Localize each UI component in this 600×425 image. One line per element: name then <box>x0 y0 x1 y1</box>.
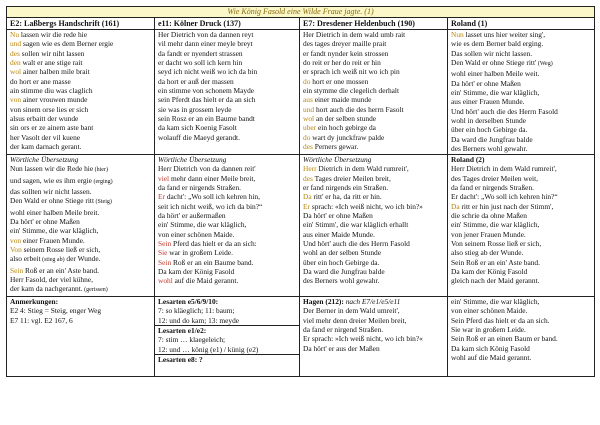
verse-line <box>10 105 151 114</box>
verse-text: er sprach ich weiß nit wo ich pin <box>303 67 400 77</box>
variants-block-1 <box>155 297 299 326</box>
verse-text: uber <box>303 123 317 133</box>
verse-line <box>10 49 151 58</box>
verse-text: Von <box>10 245 22 255</box>
verse-text: er fand nirgends ein Straßen. <box>303 183 389 193</box>
verse-line <box>451 183 591 192</box>
verse-text: Er dacht': „Wo soll ich kehren hin?“ <box>451 192 558 202</box>
verse-text: sin ors er ze ainem aste bant <box>10 123 94 133</box>
verse-text: Er <box>303 201 310 211</box>
col-header-roland-1: Roland (1) <box>448 18 595 30</box>
verse-text: seit ich nicht weiß, wo ich da bin?“ <box>158 201 263 211</box>
verse-text: aus <box>303 95 313 105</box>
verse-text: do hort er ane masse <box>10 76 71 86</box>
verse-line <box>10 254 151 265</box>
page <box>6 6 594 377</box>
verse-line <box>158 248 296 257</box>
verse-text: wohl in derselben Stunde <box>451 116 526 126</box>
verse-line <box>303 133 444 142</box>
verse-text: ein stimme von schonem Mayde <box>158 86 255 96</box>
verse-text: wohl <box>158 276 173 286</box>
verse-line <box>158 174 296 183</box>
verse-line <box>451 258 591 267</box>
verse-text: des <box>10 48 20 58</box>
verse-text: hort auch die des herrn Fasolt <box>314 104 404 114</box>
verse-line <box>451 30 591 39</box>
verse-text: Nun lassen wir die Rede hie <box>10 164 94 174</box>
verse-line <box>158 183 296 192</box>
verse-text: Und hört' auch die des Herrn Fasold <box>451 106 558 116</box>
page-title: Wie König Fasold eine Wilde Fraue jagte. (1) <box>7 7 595 18</box>
verse-line <box>158 164 296 173</box>
verse-text: sie was in grossem leyde <box>158 104 232 114</box>
verse-line <box>10 284 151 295</box>
verse-text: ein' Stimme, die war kläglich, <box>158 220 247 230</box>
col-header-e7: E7: Dresdener Heldenbuch (190) <box>300 18 448 30</box>
verse-line <box>451 220 591 229</box>
verse-text: ritt' er ha, da ritt er hin. <box>311 192 382 202</box>
verse-line <box>451 230 591 239</box>
verse-line <box>303 164 444 173</box>
verse-text: des <box>303 173 313 183</box>
variants-block-3 <box>155 355 299 364</box>
verse-line <box>303 58 444 67</box>
verse-line <box>303 183 444 192</box>
verse-line <box>451 58 591 69</box>
verse-line <box>303 202 444 211</box>
verse-text: Nun <box>451 30 464 39</box>
verse-text: Tages dreier Meilen breit, <box>312 173 391 183</box>
verse-text: der Wunde. <box>64 254 101 264</box>
verse-text: da fandt er nyendert strassen <box>158 48 243 58</box>
variants-header: Lesarten e1/e2: <box>158 325 207 335</box>
verse-text: ein' Stimme, die war kläglich, <box>451 220 540 230</box>
verse-text: Herr Dietrich in dem Wald rumreit', <box>451 164 557 174</box>
verse-line <box>303 95 444 104</box>
verse-line <box>158 220 296 229</box>
verse-text: wol <box>10 67 22 77</box>
verse-text: lassen wir die rede hie <box>19 30 87 39</box>
verse-text: Da <box>451 201 460 211</box>
verse-line <box>451 174 591 183</box>
verse-line <box>10 95 151 104</box>
verse-text: die schrie da ohne Maßen <box>451 211 527 221</box>
verse-text: Da kam der König Fasold <box>451 267 528 277</box>
verse-line <box>451 88 591 97</box>
verse-text: ritt er hin just nach der Stimm', <box>459 201 554 211</box>
translation-header: Wörtliche Übersetzung <box>10 155 79 164</box>
verse-line <box>303 267 444 276</box>
verse-text: do reit er her do reit er hin <box>303 58 381 68</box>
verse-line <box>10 142 151 151</box>
verse-line <box>451 39 591 48</box>
verse-text: über ein hoch Gebirge da. <box>303 257 380 267</box>
verse-line <box>158 133 296 142</box>
verse-text: ainer halben mile brait <box>21 67 90 77</box>
verse-line <box>303 67 444 76</box>
verse-line <box>158 77 296 86</box>
verse-text: er dacht wo soll ich kern hin <box>158 58 243 68</box>
verse-text: des tages dreyer maille prait <box>303 39 387 49</box>
verse-text: an der selben stunde <box>314 114 377 124</box>
verse-text: da kam sich Koenig Fasolt <box>158 123 237 133</box>
variant-line: 12: und … könig (e1) / künig (e2) <box>158 344 259 354</box>
note-line: E2 4: Stieg = Steig, enger Weg <box>10 306 102 316</box>
verse-text: Nu <box>10 30 20 39</box>
verse-line <box>451 248 591 257</box>
translation-cell-roland-2 <box>448 155 595 297</box>
verse-line <box>303 49 444 58</box>
verse-line <box>451 49 591 58</box>
variants-block-2 <box>155 326 299 355</box>
verse-text: Pferd das hielt er da an sich: <box>171 239 257 249</box>
verse-text: Er <box>158 192 165 202</box>
verse-line <box>158 58 296 67</box>
verse-line <box>158 258 296 267</box>
text-cell-e2 <box>7 30 155 155</box>
verse-line <box>451 116 591 125</box>
verse-text: ein' Stimme, die war kläglich, <box>10 226 99 236</box>
verse-line <box>303 258 444 267</box>
verse-line <box>303 230 444 239</box>
verse-text: Perners gewar. <box>312 142 359 152</box>
verse-line <box>303 276 444 285</box>
verse-text: Von seinem Rosse ließ er sich, <box>451 239 542 249</box>
verse-text: also stieg ab der Wunde. <box>451 248 524 258</box>
verse-text: von <box>10 95 22 105</box>
verse-text: ein' Stimm', die war kläglich erhallt <box>303 220 409 230</box>
verse-text: (Steig) <box>94 199 112 206</box>
col-header-e11: e11: Kölner Druck (137) <box>155 18 300 30</box>
verse-text: (stieg ab) <box>40 257 65 264</box>
verse-text: und <box>303 104 315 114</box>
verse-line <box>10 77 151 86</box>
verse-line <box>158 105 296 114</box>
verse-text: und sagen, wie es ihm ergie <box>10 175 92 185</box>
verse-text: einer maide munde <box>312 95 372 105</box>
verse-line <box>10 266 151 275</box>
verse-line <box>158 230 296 239</box>
verse-line <box>158 123 296 132</box>
verse-text: alsus erbaitt der wunde <box>10 114 79 124</box>
verse-text: Sein <box>158 257 172 267</box>
verse-text: Dietrich in dem Wald rumreit', <box>316 164 409 174</box>
verse-text: (erging) <box>91 178 113 185</box>
col-header-e2: E2: Laßbergs Handschrift (161) <box>7 18 155 30</box>
verse-text: wohl einer halben Meile breit. <box>10 207 100 217</box>
hagen-header: Hagen (212): <box>303 296 344 306</box>
text-cell-e7 <box>300 30 448 155</box>
translation-lines <box>303 164 444 285</box>
verse-text: ein stymme die clegelich derhalt <box>303 86 400 96</box>
translation-lines <box>451 164 591 285</box>
verse-text: Sie <box>158 248 168 258</box>
verse-text: wie es dem Berner bald erging. <box>451 39 544 49</box>
verse-text: des Berners wohl gewahr. <box>303 276 380 286</box>
text-cell-e11 <box>155 30 300 155</box>
verse-text: Da ward die Jungfrau balde <box>303 267 385 277</box>
verse-text: mehr dann einer Meile breit, <box>169 173 256 183</box>
verse-text: Das sollen wir nicht lassen. <box>451 48 533 58</box>
variants-header: Lesarten e5/6/9/10: <box>158 296 219 306</box>
verse-line <box>303 239 444 248</box>
verse-line <box>10 208 151 217</box>
verse-line <box>451 211 591 220</box>
variant-line: 7: so kläeglich; 11: baum; <box>158 306 235 316</box>
verse-text: do <box>303 76 311 86</box>
verse-line <box>303 105 444 114</box>
verse-text: der kam da nachgerannt. <box>10 284 83 294</box>
verse-text: von jener Frauen Munde. <box>451 229 526 239</box>
translation-cell-3 <box>300 155 448 297</box>
hagen-continued-cell <box>448 296 595 376</box>
variants-cell <box>155 296 300 376</box>
verse-line <box>451 239 591 248</box>
verse-line <box>158 39 296 48</box>
verse-text: vil mehr dann einer meyle breyt <box>158 39 253 49</box>
verse-line <box>158 276 296 285</box>
verse-line <box>158 95 296 104</box>
verse-text: des Berners wohl gewahr. <box>451 144 528 154</box>
verse-text: (hier) <box>93 167 108 174</box>
verse-text: da fand er nirgends Straßen. <box>158 183 241 193</box>
verse-line <box>10 133 151 142</box>
verse-line <box>303 123 444 132</box>
verse-text: dacht': „Wo soll ich kehren hin, <box>164 192 260 202</box>
verse-line <box>451 267 591 276</box>
verse-text: also erbeit <box>10 254 41 264</box>
verse-text: Sein <box>10 265 24 275</box>
verse-text: sein Rosz er an ein Baume bandt <box>158 114 255 124</box>
verse-text: Sein <box>158 239 172 249</box>
hagen-line: Sein Roß er an einen Baum er band. <box>451 334 558 344</box>
translation-header: Wörtliche Übersetzung <box>158 155 227 164</box>
verse-text: her Vasolt der vil kuene <box>10 132 81 142</box>
verse-line <box>10 245 151 254</box>
verse-text: von <box>10 235 22 245</box>
verse-text: (gerissen) <box>82 287 108 294</box>
verse-text: sein Pferdt das hielt er da an sich <box>158 95 256 105</box>
verse-text: auf die Maid gerannt. <box>172 276 239 286</box>
verse-text: Den Wald er ohne Stiege ritt' <box>451 58 537 68</box>
verse-text: do <box>303 132 311 142</box>
verse-line <box>303 248 444 257</box>
verse-line <box>10 123 151 132</box>
verse-text: das sollten wir nicht lassen. <box>10 187 92 197</box>
translation-cell-2 <box>155 155 300 297</box>
verse-text: ein hoch gebirge da <box>316 123 376 133</box>
verse-line <box>158 114 296 123</box>
verse-text: war in großem Leide. <box>167 248 233 258</box>
verse-text: Roß er an ein Baume band. <box>171 257 254 267</box>
verse-line <box>10 86 151 95</box>
verse-text: Sein Roß er an ein' Aste band. <box>451 257 540 267</box>
note-line: E7 11: vgl. E2 167, 6 <box>10 315 73 325</box>
verse-line <box>451 79 591 88</box>
verse-line <box>451 144 591 153</box>
verse-text: Her Dietrich in dem wald umb rait <box>303 30 406 39</box>
verse-line <box>10 187 151 196</box>
verse-text: den <box>10 58 21 68</box>
hagen-line: Da kam sich König Fasold <box>451 343 530 353</box>
verse-line <box>158 239 296 248</box>
verse-text: Den Wald er ohne Stiege ritt <box>10 196 95 206</box>
comparison-table <box>6 6 595 377</box>
verse-text: Da kam der König Fasold <box>158 267 235 277</box>
verse-text: wart dy junckfraw palde <box>310 132 385 142</box>
verse-text: wolauff die Maeyd gerandt. <box>158 132 240 142</box>
notes-cell <box>7 296 155 376</box>
verse-line <box>451 164 591 173</box>
hagen-line: Sie war in großem Leide. <box>451 324 526 334</box>
variant-line: 12: und do kam; 13: meyde <box>158 315 240 325</box>
verse-text: Da ward die Jungfrau balde <box>451 134 533 144</box>
verse-line <box>303 114 444 123</box>
verse-line <box>10 58 151 67</box>
verse-text: sollen wir niht lassen <box>19 48 85 58</box>
verse-text: lasset uns hier weiter sing', <box>463 30 546 39</box>
verse-line <box>10 176 151 187</box>
verse-line <box>158 30 296 39</box>
translation-lines <box>158 164 296 285</box>
verse-line <box>158 49 296 58</box>
translation-lines <box>10 164 151 295</box>
notes-header: Anmerkungen: <box>10 296 59 306</box>
verse-line <box>158 192 296 201</box>
verse-text: Da hört' er ohne Maßen <box>303 211 373 221</box>
verse-text: ain stimme diu was claglich <box>10 86 93 96</box>
verse-text: Da hört' er ohne Maßen <box>10 217 80 227</box>
hagen-line: Da hört' er aus der Maßen <box>303 343 380 353</box>
hagen-line: von einer schönen Maide. <box>451 306 528 316</box>
verse-text: der kam darnach gerant. <box>10 142 82 152</box>
variants-header: Lesarten e8: ? <box>158 354 203 364</box>
verse-text: da fand er nirgends Straßen. <box>451 183 534 193</box>
verse-line <box>451 192 591 201</box>
verse-line <box>303 220 444 229</box>
hagen-line: ein' Stimme, die war kläglich, <box>451 296 540 306</box>
verse-text: da hört' er außermaßen <box>158 211 226 221</box>
verse-line <box>451 107 591 116</box>
verse-line <box>158 67 296 76</box>
verse-line <box>303 142 444 151</box>
verse-text: wohl an der selben Stunde <box>303 248 381 258</box>
verse-line <box>10 114 151 123</box>
verse-line <box>10 217 151 226</box>
verse-line <box>451 69 591 78</box>
verse-text: (Weg) <box>536 61 553 68</box>
verse-line <box>10 236 151 245</box>
verse-line <box>303 86 444 95</box>
verse-line <box>10 164 151 175</box>
verse-line <box>10 39 151 48</box>
verse-text: Herr <box>303 164 317 174</box>
verse-text: und <box>10 39 22 49</box>
verse-text: viel <box>158 173 170 183</box>
verse-text: Da <box>303 192 312 202</box>
verse-text: des <box>303 142 313 152</box>
verse-line <box>451 125 591 134</box>
verse-line <box>10 196 151 207</box>
verse-text: Herr Dietrich von da dannen reit' <box>158 164 256 174</box>
translation-header: Roland (2) <box>451 155 485 164</box>
verse-text: über ein hoch Gebirge da. <box>451 125 528 135</box>
verse-line <box>158 267 296 276</box>
text-cell-roland-1 <box>448 30 595 155</box>
hagen-line: Er sprach: »Ich weiß nicht, wo ich bin?« <box>303 334 423 344</box>
hagen-line: wohl auf die Maid gerannt. <box>451 352 532 362</box>
verse-line <box>303 174 444 183</box>
verse-text: seinem Rosse ließ er sich, <box>21 245 101 255</box>
verse-line <box>10 226 151 235</box>
verse-line <box>451 135 591 144</box>
verse-line <box>303 30 444 39</box>
verse-text: Her Dietrich von da dannen reyt <box>158 30 254 39</box>
verse-text: Roß er an ein' Aste band. <box>23 265 99 275</box>
verse-text: sprach: «Ich weiß nicht, wo ich bin?» <box>309 201 423 211</box>
verse-text: Da hört' er ohne Maßen <box>451 78 521 88</box>
verse-text: von sinem orse lies er sich <box>10 104 89 114</box>
verse-text: ein' Stimme, die war kläglich, <box>451 88 540 98</box>
verse-text: gleich nach der Maid gerannt. <box>451 276 540 286</box>
verse-text: aus einer Frauen Munde. <box>451 97 525 107</box>
variant-line: 7: stim … klaegeleich; <box>158 335 226 345</box>
verse-text: walt er ane stige rait <box>20 58 83 68</box>
verse-text: er fandt nynder kein strossen <box>303 48 389 58</box>
verse-text: des Tages dreier Meilen weit, <box>451 173 538 183</box>
hagen-line: viel mehr denn dreier Meilen breit, <box>303 315 407 325</box>
verse-text: seyd ich nicht weiß wo ich da bin <box>158 67 258 77</box>
verse-line <box>158 86 296 95</box>
verse-text: einer Frauen Munde. <box>21 235 85 245</box>
hagen-line: da fand er nirgend Straßen. <box>303 324 384 334</box>
hagen-source-note: nach E7/e1/e5/e11 <box>343 296 401 306</box>
hagen-line: Sein Pferd das hielt er da an sich. <box>451 315 550 325</box>
verse-line <box>303 211 444 220</box>
verse-line <box>10 67 151 76</box>
verse-line <box>10 30 151 39</box>
translation-cell-1 <box>7 155 155 297</box>
hagen-cell <box>300 296 448 376</box>
verse-text: Herr Fasold, der viel kühne, <box>10 275 93 285</box>
verse-text: ainer vrouwen munde <box>21 95 88 105</box>
verse-text: aus einer Maide Munde. <box>303 229 375 239</box>
verse-line <box>158 202 296 211</box>
verse-line <box>303 192 444 201</box>
verse-line <box>303 39 444 48</box>
verse-text: wohl einer halben Meile weit. <box>451 69 540 79</box>
verse-line <box>303 77 444 86</box>
verse-text: hort er one mossen <box>310 76 369 86</box>
hagen-line: Der Berner in dem Wald umreit', <box>303 306 400 316</box>
verse-text: sagen wie es dem Berner ergie <box>21 39 114 49</box>
verse-line <box>10 275 151 284</box>
verse-line <box>158 211 296 220</box>
verse-text: wol <box>303 114 315 124</box>
verse-line <box>451 202 591 211</box>
verse-line <box>451 97 591 106</box>
verse-line <box>451 276 591 285</box>
verse-text: von einer schönen Maide. <box>158 229 235 239</box>
verse-text: da hort er auß der massen <box>158 76 234 86</box>
verse-text: Und hört' auch die des Herrn Fasold <box>303 239 410 249</box>
translation-header: Wörtliche Übersetzung <box>303 155 372 164</box>
